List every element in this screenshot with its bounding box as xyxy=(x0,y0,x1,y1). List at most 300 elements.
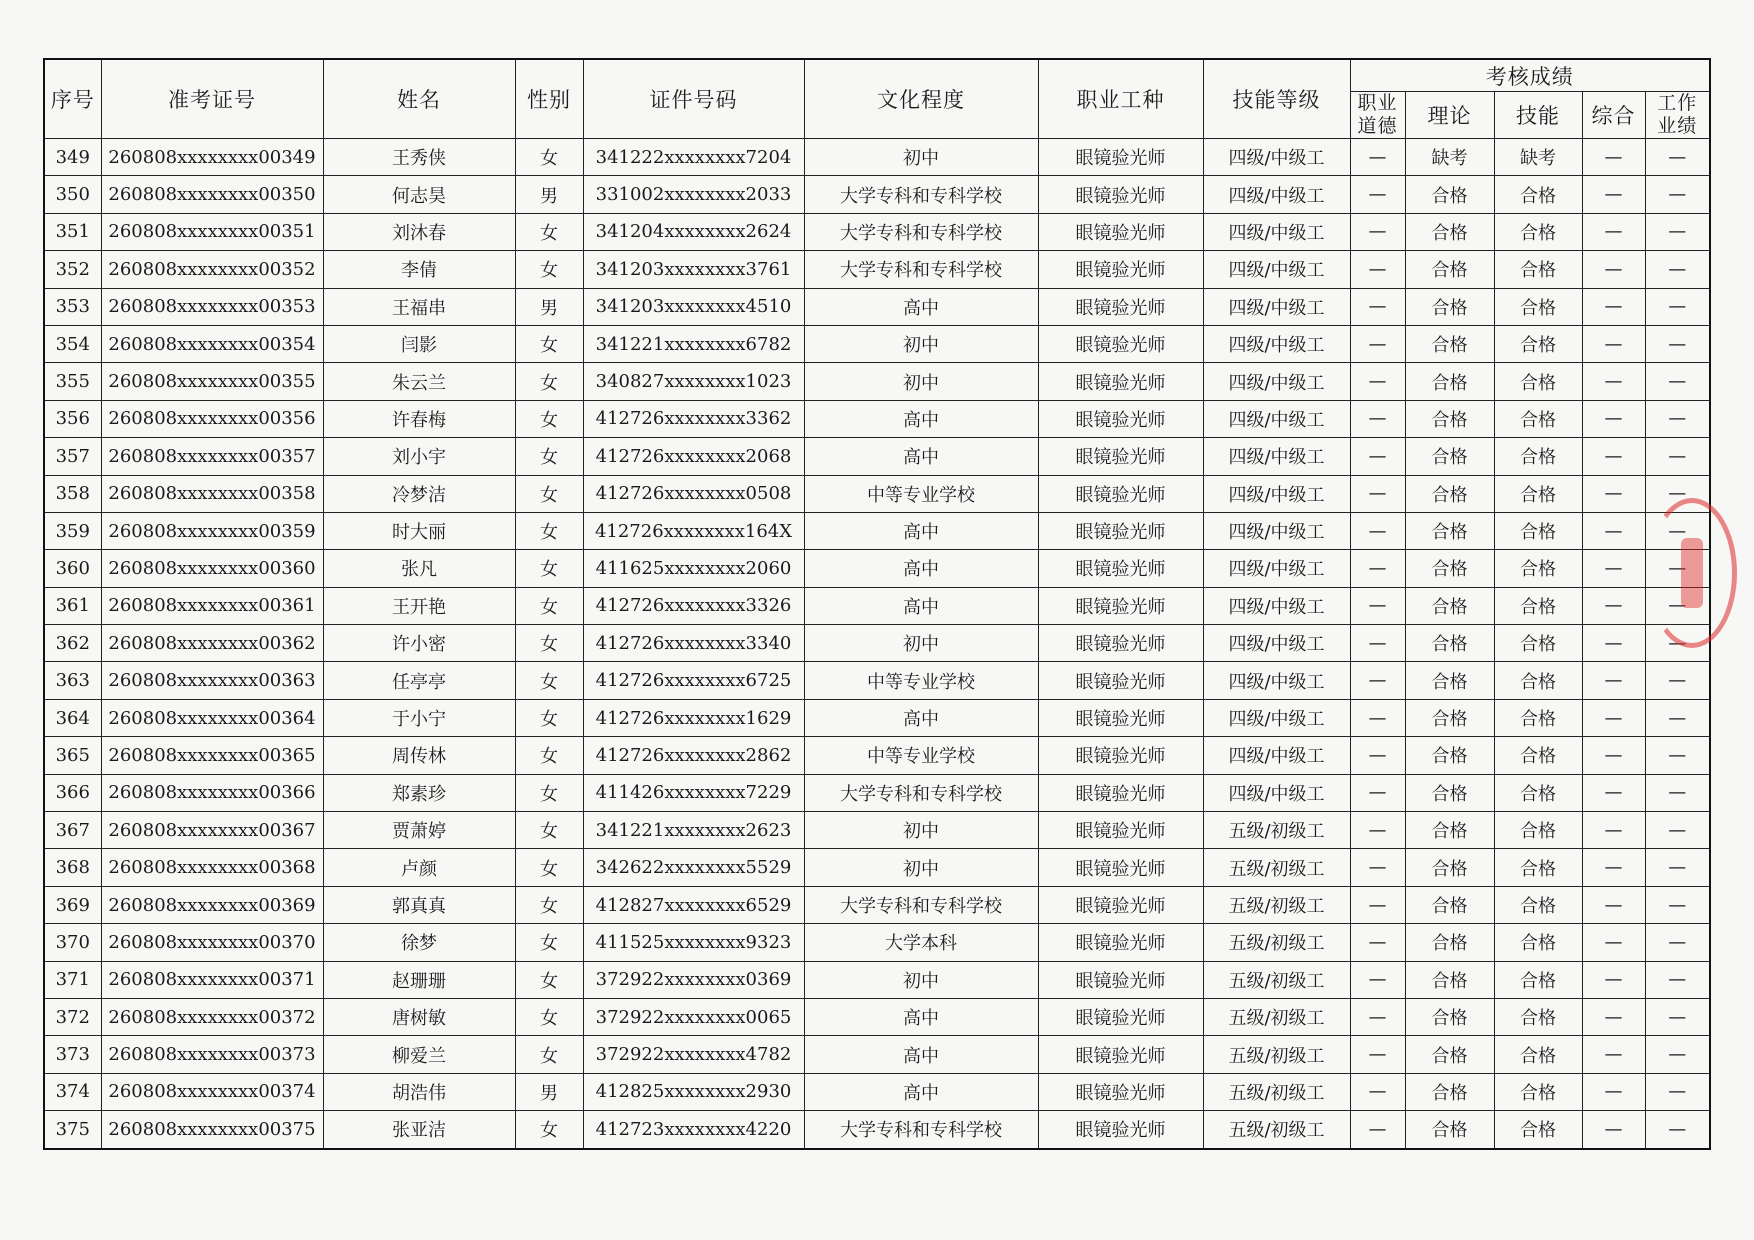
cell-skill-level: 五级/初级工 xyxy=(1203,812,1350,849)
cell-skill: 合格 xyxy=(1494,438,1582,475)
cell-trade: 眼镜验光师 xyxy=(1038,587,1203,624)
cell-education: 中等专业学校 xyxy=(804,475,1038,512)
cell-skill: 合格 xyxy=(1494,1111,1582,1149)
cell-seq: 365 xyxy=(44,737,101,774)
cell-trade: 眼镜验光师 xyxy=(1038,475,1203,512)
cell-id-number: 372922xxxxxxxx4782 xyxy=(583,1036,804,1073)
cell-theory: 合格 xyxy=(1405,176,1494,213)
cell-skill: 合格 xyxy=(1494,512,1582,549)
cell-skill-level: 五级/初级工 xyxy=(1203,961,1350,998)
cell-ticket-number: 260808xxxxxxxx00357 xyxy=(101,438,323,475)
header-skill-level: 技能等级 xyxy=(1203,59,1350,139)
cell-theory: 合格 xyxy=(1405,625,1494,662)
cell-overall: — xyxy=(1582,812,1645,849)
cell-seq: 352 xyxy=(44,251,101,288)
table-row xyxy=(44,1036,1710,1073)
cell-education: 大学专科和专科学校 xyxy=(804,213,1038,250)
table-row xyxy=(44,251,1710,288)
cell-ticket-number: 260808xxxxxxxx00356 xyxy=(101,400,323,437)
cell-name: 何志昊 xyxy=(323,176,515,213)
cell-work-performance: — xyxy=(1645,400,1710,437)
table-row xyxy=(44,213,1710,250)
cell-trade: 眼镜验光师 xyxy=(1038,924,1203,961)
cell-name: 闫影 xyxy=(323,325,515,362)
cell-id-number: 341221xxxxxxxx6782 xyxy=(583,325,804,362)
cell-name: 许春梅 xyxy=(323,400,515,437)
cell-id-number: 341203xxxxxxxx4510 xyxy=(583,288,804,325)
cell-overall: — xyxy=(1582,774,1645,811)
cell-gender: 女 xyxy=(515,1036,583,1073)
cell-ethics: — xyxy=(1350,512,1405,549)
table-row xyxy=(44,737,1710,774)
cell-ticket-number: 260808xxxxxxxx00372 xyxy=(101,998,323,1035)
cell-name: 刘小宇 xyxy=(323,438,515,475)
header-overall: 综合 xyxy=(1582,92,1645,139)
cell-work-performance: — xyxy=(1645,213,1710,250)
cell-theory: 合格 xyxy=(1405,1036,1494,1073)
cell-ticket-number: 260808xxxxxxxx00350 xyxy=(101,176,323,213)
cell-skill-level: 五级/初级工 xyxy=(1203,1036,1350,1073)
cell-id-number: 412827xxxxxxxx6529 xyxy=(583,886,804,923)
cell-gender: 男 xyxy=(515,1073,583,1110)
cell-ticket-number: 260808xxxxxxxx00351 xyxy=(101,213,323,250)
cell-overall: — xyxy=(1582,288,1645,325)
cell-overall: — xyxy=(1582,512,1645,549)
cell-trade: 眼镜验光师 xyxy=(1038,998,1203,1035)
cell-trade: 眼镜验光师 xyxy=(1038,1073,1203,1110)
cell-theory: 合格 xyxy=(1405,325,1494,362)
cell-skill-level: 四级/中级工 xyxy=(1203,251,1350,288)
cell-skill-level: 四级/中级工 xyxy=(1203,363,1350,400)
table-row xyxy=(44,961,1710,998)
table-row xyxy=(44,774,1710,811)
cell-work-performance: — xyxy=(1645,1073,1710,1110)
cell-ticket-number: 260808xxxxxxxx00353 xyxy=(101,288,323,325)
cell-education: 大学专科和专科学校 xyxy=(804,886,1038,923)
cell-work-performance: — xyxy=(1645,1111,1710,1149)
cell-trade: 眼镜验光师 xyxy=(1038,512,1203,549)
cell-ethics: — xyxy=(1350,1111,1405,1149)
cell-work-performance: — xyxy=(1645,475,1710,512)
cell-ethics: — xyxy=(1350,587,1405,624)
cell-skill-level: 四级/中级工 xyxy=(1203,662,1350,699)
cell-skill: 合格 xyxy=(1494,812,1582,849)
cell-ethics: — xyxy=(1350,924,1405,961)
cell-skill: 合格 xyxy=(1494,587,1582,624)
cell-name: 任亭亭 xyxy=(323,662,515,699)
cell-gender: 女 xyxy=(515,213,583,250)
cell-skill-level: 五级/初级工 xyxy=(1203,886,1350,923)
table-row xyxy=(44,438,1710,475)
cell-trade: 眼镜验光师 xyxy=(1038,886,1203,923)
cell-skill-level: 四级/中级工 xyxy=(1203,550,1350,587)
cell-trade: 眼镜验光师 xyxy=(1038,774,1203,811)
cell-skill: 合格 xyxy=(1494,550,1582,587)
cell-education: 高中 xyxy=(804,587,1038,624)
cell-skill: 合格 xyxy=(1494,699,1582,736)
cell-education: 大学专科和专科学校 xyxy=(804,1111,1038,1149)
cell-theory: 合格 xyxy=(1405,849,1494,886)
cell-seq: 363 xyxy=(44,662,101,699)
cell-education: 初中 xyxy=(804,325,1038,362)
cell-theory: 合格 xyxy=(1405,251,1494,288)
cell-overall: — xyxy=(1582,176,1645,213)
cell-name: 朱云兰 xyxy=(323,363,515,400)
header-education: 文化程度 xyxy=(804,59,1038,139)
header-scores-group: 考核成绩 xyxy=(1350,59,1710,92)
cell-id-number: 341204xxxxxxxx2624 xyxy=(583,213,804,250)
cell-work-performance: — xyxy=(1645,886,1710,923)
cell-gender: 女 xyxy=(515,512,583,549)
cell-trade: 眼镜验光师 xyxy=(1038,812,1203,849)
cell-skill-level: 五级/初级工 xyxy=(1203,998,1350,1035)
cell-name: 赵珊珊 xyxy=(323,961,515,998)
cell-overall: — xyxy=(1582,699,1645,736)
cell-gender: 女 xyxy=(515,251,583,288)
cell-ethics: — xyxy=(1350,550,1405,587)
cell-work-performance: — xyxy=(1645,961,1710,998)
cell-ticket-number: 260808xxxxxxxx00373 xyxy=(101,1036,323,1073)
table-row xyxy=(44,400,1710,437)
cell-theory: 合格 xyxy=(1405,1073,1494,1110)
cell-gender: 女 xyxy=(515,139,583,176)
cell-gender: 女 xyxy=(515,325,583,362)
cell-work-performance: — xyxy=(1645,699,1710,736)
cell-ethics: — xyxy=(1350,662,1405,699)
cell-theory: 合格 xyxy=(1405,812,1494,849)
cell-overall: — xyxy=(1582,363,1645,400)
cell-theory: 合格 xyxy=(1405,512,1494,549)
cell-overall: — xyxy=(1582,998,1645,1035)
cell-seq: 359 xyxy=(44,512,101,549)
cell-education: 初中 xyxy=(804,849,1038,886)
cell-work-performance: — xyxy=(1645,924,1710,961)
cell-gender: 女 xyxy=(515,812,583,849)
cell-id-number: 411525xxxxxxxx9323 xyxy=(583,924,804,961)
cell-name: 时大丽 xyxy=(323,512,515,549)
cell-trade: 眼镜验光师 xyxy=(1038,251,1203,288)
cell-overall: — xyxy=(1582,924,1645,961)
cell-work-performance: — xyxy=(1645,849,1710,886)
cell-seq: 364 xyxy=(44,699,101,736)
cell-trade: 眼镜验光师 xyxy=(1038,625,1203,662)
cell-ticket-number: 260808xxxxxxxx00355 xyxy=(101,363,323,400)
cell-gender: 女 xyxy=(515,961,583,998)
cell-trade: 眼镜验光师 xyxy=(1038,139,1203,176)
cell-skill-level: 四级/中级工 xyxy=(1203,774,1350,811)
cell-skill: 合格 xyxy=(1494,849,1582,886)
cell-skill: 合格 xyxy=(1494,325,1582,362)
cell-id-number: 412726xxxxxxxx0508 xyxy=(583,475,804,512)
cell-skill: 合格 xyxy=(1494,737,1582,774)
cell-gender: 女 xyxy=(515,475,583,512)
cell-name: 李倩 xyxy=(323,251,515,288)
cell-skill: 缺考 xyxy=(1494,139,1582,176)
results-sheet xyxy=(43,58,1709,1150)
cell-ethics: — xyxy=(1350,774,1405,811)
cell-overall: — xyxy=(1582,662,1645,699)
cell-skill: 合格 xyxy=(1494,475,1582,512)
table-row xyxy=(44,886,1710,923)
cell-name: 于小宁 xyxy=(323,699,515,736)
cell-skill-level: 四级/中级工 xyxy=(1203,737,1350,774)
cell-ethics: — xyxy=(1350,438,1405,475)
cell-seq: 370 xyxy=(44,924,101,961)
cell-ticket-number: 260808xxxxxxxx00375 xyxy=(101,1111,323,1149)
cell-overall: — xyxy=(1582,886,1645,923)
cell-theory: 合格 xyxy=(1405,699,1494,736)
header-gender: 性别 xyxy=(515,59,583,139)
cell-seq: 375 xyxy=(44,1111,101,1149)
cell-overall: — xyxy=(1582,1111,1645,1149)
cell-skill-level: 四级/中级工 xyxy=(1203,176,1350,213)
cell-skill-level: 五级/初级工 xyxy=(1203,1073,1350,1110)
cell-gender: 男 xyxy=(515,288,583,325)
cell-seq: 353 xyxy=(44,288,101,325)
cell-skill: 合格 xyxy=(1494,961,1582,998)
cell-seq: 360 xyxy=(44,550,101,587)
cell-gender: 女 xyxy=(515,1111,583,1149)
cell-id-number: 411625xxxxxxxx2060 xyxy=(583,550,804,587)
cell-gender: 女 xyxy=(515,363,583,400)
cell-work-performance: — xyxy=(1645,176,1710,213)
cell-theory: 合格 xyxy=(1405,475,1494,512)
cell-skill-level: 四级/中级工 xyxy=(1203,625,1350,662)
cell-seq: 366 xyxy=(44,774,101,811)
cell-gender: 女 xyxy=(515,737,583,774)
cell-work-performance: — xyxy=(1645,737,1710,774)
cell-ticket-number: 260808xxxxxxxx00364 xyxy=(101,699,323,736)
cell-skill: 合格 xyxy=(1494,662,1582,699)
cell-skill-level: 四级/中级工 xyxy=(1203,400,1350,437)
cell-ethics: — xyxy=(1350,737,1405,774)
table-row xyxy=(44,288,1710,325)
cell-name: 许小密 xyxy=(323,625,515,662)
cell-name: 徐梦 xyxy=(323,924,515,961)
cell-trade: 眼镜验光师 xyxy=(1038,438,1203,475)
cell-id-number: 412726xxxxxxxx2862 xyxy=(583,737,804,774)
cell-skill-level: 四级/中级工 xyxy=(1203,587,1350,624)
cell-education: 高中 xyxy=(804,400,1038,437)
cell-education: 高中 xyxy=(804,512,1038,549)
cell-id-number: 412726xxxxxxxx164X xyxy=(583,512,804,549)
cell-overall: — xyxy=(1582,139,1645,176)
cell-skill-level: 四级/中级工 xyxy=(1203,325,1350,362)
cell-theory: 合格 xyxy=(1405,550,1494,587)
table-row xyxy=(44,924,1710,961)
cell-ticket-number: 260808xxxxxxxx00359 xyxy=(101,512,323,549)
cell-skill: 合格 xyxy=(1494,774,1582,811)
cell-name: 王福串 xyxy=(323,288,515,325)
header-theory: 理论 xyxy=(1405,92,1494,139)
cell-education: 中等专业学校 xyxy=(804,737,1038,774)
cell-work-performance: — xyxy=(1645,325,1710,362)
cell-education: 大学本科 xyxy=(804,924,1038,961)
cell-name: 冷梦洁 xyxy=(323,475,515,512)
table-row xyxy=(44,1111,1710,1149)
cell-theory: 合格 xyxy=(1405,587,1494,624)
cell-name: 王秀侠 xyxy=(323,139,515,176)
cell-ticket-number: 260808xxxxxxxx00361 xyxy=(101,587,323,624)
cell-skill-level: 四级/中级工 xyxy=(1203,475,1350,512)
cell-id-number: 412726xxxxxxxx3326 xyxy=(583,587,804,624)
cell-trade: 眼镜验光师 xyxy=(1038,325,1203,362)
cell-trade: 眼镜验光师 xyxy=(1038,400,1203,437)
header-work-performance: 工作 业绩 xyxy=(1645,92,1710,139)
cell-ticket-number: 260808xxxxxxxx00366 xyxy=(101,774,323,811)
cell-seq: 356 xyxy=(44,400,101,437)
cell-education: 初中 xyxy=(804,812,1038,849)
cell-education: 初中 xyxy=(804,625,1038,662)
cell-seq: 349 xyxy=(44,139,101,176)
cell-ethics: — xyxy=(1350,139,1405,176)
cell-skill: 合格 xyxy=(1494,400,1582,437)
cell-ethics: — xyxy=(1350,886,1405,923)
cell-seq: 371 xyxy=(44,961,101,998)
cell-gender: 女 xyxy=(515,924,583,961)
cell-ticket-number: 260808xxxxxxxx00370 xyxy=(101,924,323,961)
cell-seq: 373 xyxy=(44,1036,101,1073)
cell-overall: — xyxy=(1582,213,1645,250)
cell-ticket-number: 260808xxxxxxxx00371 xyxy=(101,961,323,998)
cell-education: 大学专科和专科学校 xyxy=(804,251,1038,288)
cell-gender: 女 xyxy=(515,625,583,662)
cell-ethics: — xyxy=(1350,176,1405,213)
cell-ticket-number: 260808xxxxxxxx00349 xyxy=(101,139,323,176)
table-row xyxy=(44,812,1710,849)
cell-id-number: 341221xxxxxxxx2623 xyxy=(583,812,804,849)
cell-seq: 357 xyxy=(44,438,101,475)
cell-skill-level: 四级/中级工 xyxy=(1203,288,1350,325)
cell-skill-level: 四级/中级工 xyxy=(1203,139,1350,176)
cell-seq: 358 xyxy=(44,475,101,512)
cell-skill: 合格 xyxy=(1494,1036,1582,1073)
cell-ethics: — xyxy=(1350,998,1405,1035)
cell-trade: 眼镜验光师 xyxy=(1038,737,1203,774)
header-ticket-number: 准考证号 xyxy=(101,59,323,139)
cell-ethics: — xyxy=(1350,400,1405,437)
cell-theory: 缺考 xyxy=(1405,139,1494,176)
cell-work-performance: — xyxy=(1645,662,1710,699)
cell-id-number: 340827xxxxxxxx1023 xyxy=(583,363,804,400)
cell-skill: 合格 xyxy=(1494,886,1582,923)
cell-theory: 合格 xyxy=(1405,288,1494,325)
cell-overall: — xyxy=(1582,587,1645,624)
table-row xyxy=(44,475,1710,512)
table-row xyxy=(44,625,1710,662)
cell-theory: 合格 xyxy=(1405,438,1494,475)
cell-ticket-number: 260808xxxxxxxx00358 xyxy=(101,475,323,512)
cell-education: 高中 xyxy=(804,288,1038,325)
cell-id-number: 412726xxxxxxxx3362 xyxy=(583,400,804,437)
cell-id-number: 411426xxxxxxxx7229 xyxy=(583,774,804,811)
cell-education: 高中 xyxy=(804,1073,1038,1110)
cell-ethics: — xyxy=(1350,812,1405,849)
cell-skill: 合格 xyxy=(1494,924,1582,961)
table-row xyxy=(44,662,1710,699)
table-row xyxy=(44,849,1710,886)
cell-work-performance: — xyxy=(1645,251,1710,288)
cell-trade: 眼镜验光师 xyxy=(1038,849,1203,886)
cell-name: 胡浩伟 xyxy=(323,1073,515,1110)
cell-trade: 眼镜验光师 xyxy=(1038,961,1203,998)
cell-overall: — xyxy=(1582,849,1645,886)
cell-gender: 女 xyxy=(515,438,583,475)
cell-education: 初中 xyxy=(804,139,1038,176)
cell-work-performance: — xyxy=(1645,288,1710,325)
cell-skill: 合格 xyxy=(1494,363,1582,400)
cell-theory: 合格 xyxy=(1405,961,1494,998)
cell-name: 柳爱兰 xyxy=(323,1036,515,1073)
cell-theory: 合格 xyxy=(1405,998,1494,1035)
table-row xyxy=(44,587,1710,624)
cell-id-number: 412723xxxxxxxx4220 xyxy=(583,1111,804,1149)
cell-id-number: 341203xxxxxxxx3761 xyxy=(583,251,804,288)
cell-skill-level: 四级/中级工 xyxy=(1203,438,1350,475)
cell-theory: 合格 xyxy=(1405,737,1494,774)
cell-overall: — xyxy=(1582,400,1645,437)
cell-theory: 合格 xyxy=(1405,662,1494,699)
cell-gender: 女 xyxy=(515,587,583,624)
cell-ticket-number: 260808xxxxxxxx00360 xyxy=(101,550,323,587)
cell-ticket-number: 260808xxxxxxxx00367 xyxy=(101,812,323,849)
cell-gender: 男 xyxy=(515,176,583,213)
cell-work-performance: — xyxy=(1645,1036,1710,1073)
cell-theory: 合格 xyxy=(1405,774,1494,811)
cell-trade: 眼镜验光师 xyxy=(1038,213,1203,250)
cell-id-number: 412726xxxxxxxx6725 xyxy=(583,662,804,699)
cell-name: 张凡 xyxy=(323,550,515,587)
cell-seq: 367 xyxy=(44,812,101,849)
cell-skill: 合格 xyxy=(1494,288,1582,325)
cell-skill: 合格 xyxy=(1494,176,1582,213)
seal-fragment xyxy=(1681,538,1703,608)
cell-seq: 362 xyxy=(44,625,101,662)
cell-skill: 合格 xyxy=(1494,998,1582,1035)
cell-id-number: 412726xxxxxxxx2068 xyxy=(583,438,804,475)
cell-ethics: — xyxy=(1350,325,1405,362)
table-row xyxy=(44,998,1710,1035)
cell-education: 高中 xyxy=(804,438,1038,475)
header-seq: 序号 xyxy=(44,59,101,139)
cell-theory: 合格 xyxy=(1405,363,1494,400)
cell-trade: 眼镜验光师 xyxy=(1038,550,1203,587)
cell-theory: 合格 xyxy=(1405,924,1494,961)
cell-ethics: — xyxy=(1350,213,1405,250)
cell-ticket-number: 260808xxxxxxxx00363 xyxy=(101,662,323,699)
cell-ethics: — xyxy=(1350,1036,1405,1073)
cell-overall: — xyxy=(1582,1036,1645,1073)
cell-education: 高中 xyxy=(804,1036,1038,1073)
cell-seq: 355 xyxy=(44,363,101,400)
table-body xyxy=(44,139,1710,1149)
cell-trade: 眼镜验光师 xyxy=(1038,1036,1203,1073)
cell-education: 高中 xyxy=(804,550,1038,587)
table-row xyxy=(44,363,1710,400)
cell-education: 大学专科和专科学校 xyxy=(804,176,1038,213)
cell-id-number: 331002xxxxxxxx2033 xyxy=(583,176,804,213)
cell-overall: — xyxy=(1582,1073,1645,1110)
cell-work-performance: — xyxy=(1645,998,1710,1035)
cell-work-performance: — xyxy=(1645,587,1710,624)
cell-skill-level: 五级/初级工 xyxy=(1203,924,1350,961)
table-row xyxy=(44,1073,1710,1110)
cell-skill: 合格 xyxy=(1494,625,1582,662)
cell-skill: 合格 xyxy=(1494,213,1582,250)
table-row xyxy=(44,699,1710,736)
cell-id-number: 342622xxxxxxxx5529 xyxy=(583,849,804,886)
cell-trade: 眼镜验光师 xyxy=(1038,176,1203,213)
